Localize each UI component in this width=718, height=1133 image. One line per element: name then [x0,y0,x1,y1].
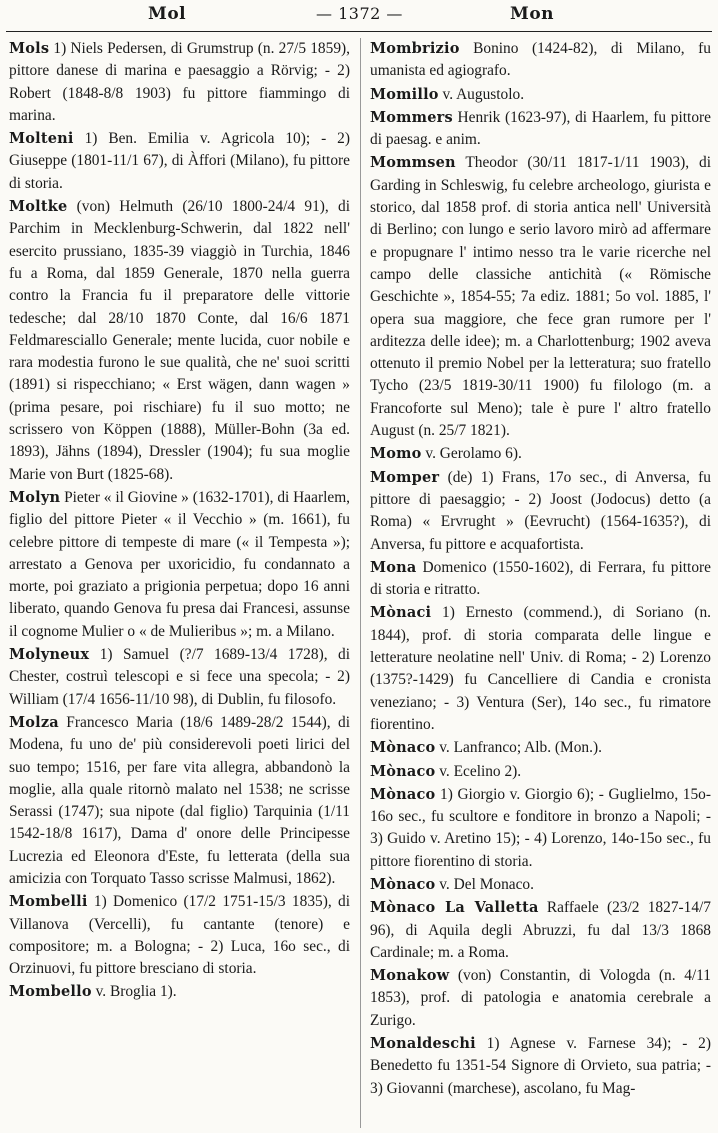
entry-text: (von) Constantin, di Vologda (n. 4/11 1853), prof. di patologia e anatomia cerebrale a Zurigo. [370,967,711,1029]
headword: Moltke [9,198,68,216]
entry-mombello [9,981,350,1003]
entry-monakow [370,965,711,1032]
headword: Molza [9,713,59,731]
entry-text: Bonino (1424-82), di Milano, fu umanista ed agiografo. [370,40,711,80]
headword: Monaldeschi [370,1035,476,1053]
headword: Monakow [370,967,450,985]
entry-monaco-2 [370,761,711,783]
entry-monaldeschi [370,1033,711,1100]
headword: Molyn [9,488,61,506]
headword: Momillo [370,85,439,103]
entry-mombelli [9,891,350,980]
right-column [370,38,711,1130]
entry-text: 1) Ernesto (commend.), di Soriano (n. 1844), prof. di storia comparata delle lingue e letterature neolatine nell' Univ. di Roma; - 2) Lorenzo (1375?-1429) fu Cancelliere di Candia e cronista veneziano; - 3) Ventura (Ser), 14o sec., fu rimatore fiorentino. [370,604,711,733]
headword: Molteni [9,130,74,148]
entry-monaco-3 [370,784,711,873]
headword: Mombrizio [370,40,460,57]
headword: Mònaco [370,785,436,803]
entry-mols [9,38,350,127]
entry-text: Theodor (30/11 1817-1/11 1903), di Garding in Schleswig, fu celebre archeologo, giurista e storico, dal 1858 prof. di storia antica nell' Università di Berlino; con lungo e serio lavoro mirò ad affermare e propugnare l' intimo nesso tra le varie ricerche nel campo delle classiche antichità (« Römische Geschichte », 1854-55; 7a ediz. 1881; 5o vol. 1885, l' opera sua maggiore, che fece gran rumore per l' arditezza delle idee); m. a Charlottenburg; 1902 aveva ottenuto il premio Nobel per la letteratura; suo fratello Tycho (23/5 1819-30/11 1900) fu filologo (m. a Francoforte sul Meno); tale è pure l' altro fratello August (n. 25/7 1821). [370,154,711,440]
headword: Mommers [370,108,453,126]
header-rule [6,31,712,32]
left-column [9,38,350,1130]
entry-monaco-1 [370,737,711,759]
entry-molyn [9,487,350,643]
entry-text: v. Ecelino 2). [439,762,522,780]
entry-text: v. Del Monaco. [439,875,534,893]
entry-text: (von) Helmuth (26/10 1800-24/4 91), di Parchim in Mecklenburg-Schwerin, dal 1822 nell' esercito prussiano, 1835-39 viaggiò in Turchia, 1846 fu a Roma, dal 1859 Generale, 1870 nella guerra contro la Francia fu il preparatore delle vittorie tedesche; dal 28/10 1870 Conte, dal 16/6 1871 Feldmaresciallo Generale; mente lucida, cuor nobile e rara modestia furono le sue qualità, che ne' suoi scritti (1891) si rispecchiano; « Erst wägen, dann wagen » (prima pesare, poi rischiare) fu il suo motto; ne scrissero von Köppen (1888), Müller-Bohn (3a ed. 1893), Jähns (1894), Dressler (1904); fu sua moglie Marie von Burt (1825-68). [9,198,350,483]
entry-molteni [9,128,350,195]
headword: Momo [370,445,422,463]
page-number: — 1372 — [316,4,403,23]
headword: Mònaco [370,739,436,757]
column-divider [360,38,361,1128]
headword: Mònaco [370,875,436,893]
entry-text: Raffaele (23/2 1827-14/7 96), di Aquila degli Abruzzi, fu dal 13/3 1868 Cardinale; m. a Roma. [370,899,711,961]
entry-molza [9,712,350,890]
entry-text: Pieter « il Giovine » (1632-1701), di Haarlem, figlio del pittore Pieter « il Vecchio » (m. 1661), fu celebre pittore di tempeste di mare (« il Tempesta »); arrestato a Genova per uxoricidio, fu condannato a morte, poi graziato a prigionia perpetua; dopo 16 anni liberato, quando Genova fu presa dai Francesi, assunse il cognome Mulier o « de Mulieribus »; m. a Milano. [9,488,350,640]
header-right-catchword: Mon [510,4,555,24]
entry-text: 1) Samuel (?/7 1689-13/4 1728), di Chester, costruì telescopi e si fece una specola; - 2) William (17/4 1656-11/10 98), di Dublin, fu filosofo. [9,646,350,708]
headword: Mònaci [370,604,432,622]
headword: Mombelli [9,893,88,911]
entry-mona [370,557,711,602]
entry-text: Domenico (1550-1602), di Ferrara, fu pittore di storia e ritratto. [370,558,711,599]
entry-text: Francesco Maria (18/6 1489-28/2 1544), di Modena, fu uno de' più considerevoli poeti lirici del suo tempo; 1516, per fare vita allegra, abbandonò la moglie, alla quale ritornò malato nel 1538; ne scrisse Serassi (1747); sua nipote (dal figlio) Tarquinia (1/11 1542-18/8 1617), Dama d' onore delle Principesse Lucrezia ed Eleonora d'Este, fu letterata (della sua amicizia con Torquato Tasso scrisse Malmusi, 1862). [9,713,350,887]
header-left-catchword: Mol [148,4,187,24]
entry-text: Henrik (1623-97), di Haarlem, fu pittore di paesag. e anim. [370,108,711,149]
headword: Mònaco La Valletta [370,899,539,917]
headword: Mònaco [370,762,436,780]
entry-monaco-4 [370,874,711,896]
entry-text: v. Broglia 1). [95,983,177,1001]
entry-momper [370,467,711,556]
entry-text: 1) Domenico (17/2 1751-15/3 1835), di Villanova (Vercelli), fu cantante (tenore) e compositore; m. a Bologna; - 2) Luca, 16o sec., di Orzinuovi, fu pittore bresciano di storia. [9,893,350,978]
entry-text: 1) Ben. Emilia v. Agricola 10); - 2) Giuseppe (1801-11/1 67), di Àffori (Milano), fu pittore di storia. [9,130,350,192]
entry-text: (de) 1) Frans, 17o sec., di Anversa, fu pittore di paesaggio; - 2) Joost (Jodocus) detto (a Roma) « Ervrught » (Eevrucht) (1564-1635?), di Anversa, fu pittore e acquafortista. [370,468,711,553]
entry-text: 1) Agnese v. Farnese 34); - 2) Benedetto fu 1351-54 Signore di Orvieto, sua patria; - 3) Giovanni (marchese), ascolano, fu Mag- [370,1035,711,1097]
entry-momillo [370,84,711,106]
headword: Mona [370,558,417,576]
entry-text: v. Lanfranco; Alb. (Mon.). [439,739,602,757]
entry-molyneux [9,644,350,711]
headword: Momper [370,468,440,486]
entry-text: 1) Niels Pedersen, di Grumstrup (n. 27/5 1859), pittore danese di marina e paesaggio a Rörvig; - 2) Robert (1848-8/8 1903) fu pittore fiammingo di marina. [9,40,350,124]
entry-text: 1) Giorgio v. Giorgio 6); - Guglielmo, 15o-16o sec., fu scultore e fonditore in bronzo a Napoli; - 3) Guido v. Aretino 15); - 4) Lorenzo, 14o-15o sec., fu pittore fiorentino di storia. [370,785,711,870]
entry-mombrizio [370,38,711,83]
headword: Mols [9,40,50,57]
headword: Mombello [9,983,92,1001]
entry-moltke [9,196,350,486]
entry-text: v. Augustolo. [442,85,525,103]
entry-monaci [370,602,711,736]
headword: Molyneux [9,646,90,664]
headword: Mommsen [370,154,456,172]
entry-monaco-la-valletta [370,897,711,964]
entry-mommers [370,107,711,152]
entry-text: v. Gerolamo 6). [425,445,522,463]
entry-mommsen [370,152,711,442]
page-header [0,4,718,30]
entry-momo [370,443,711,465]
